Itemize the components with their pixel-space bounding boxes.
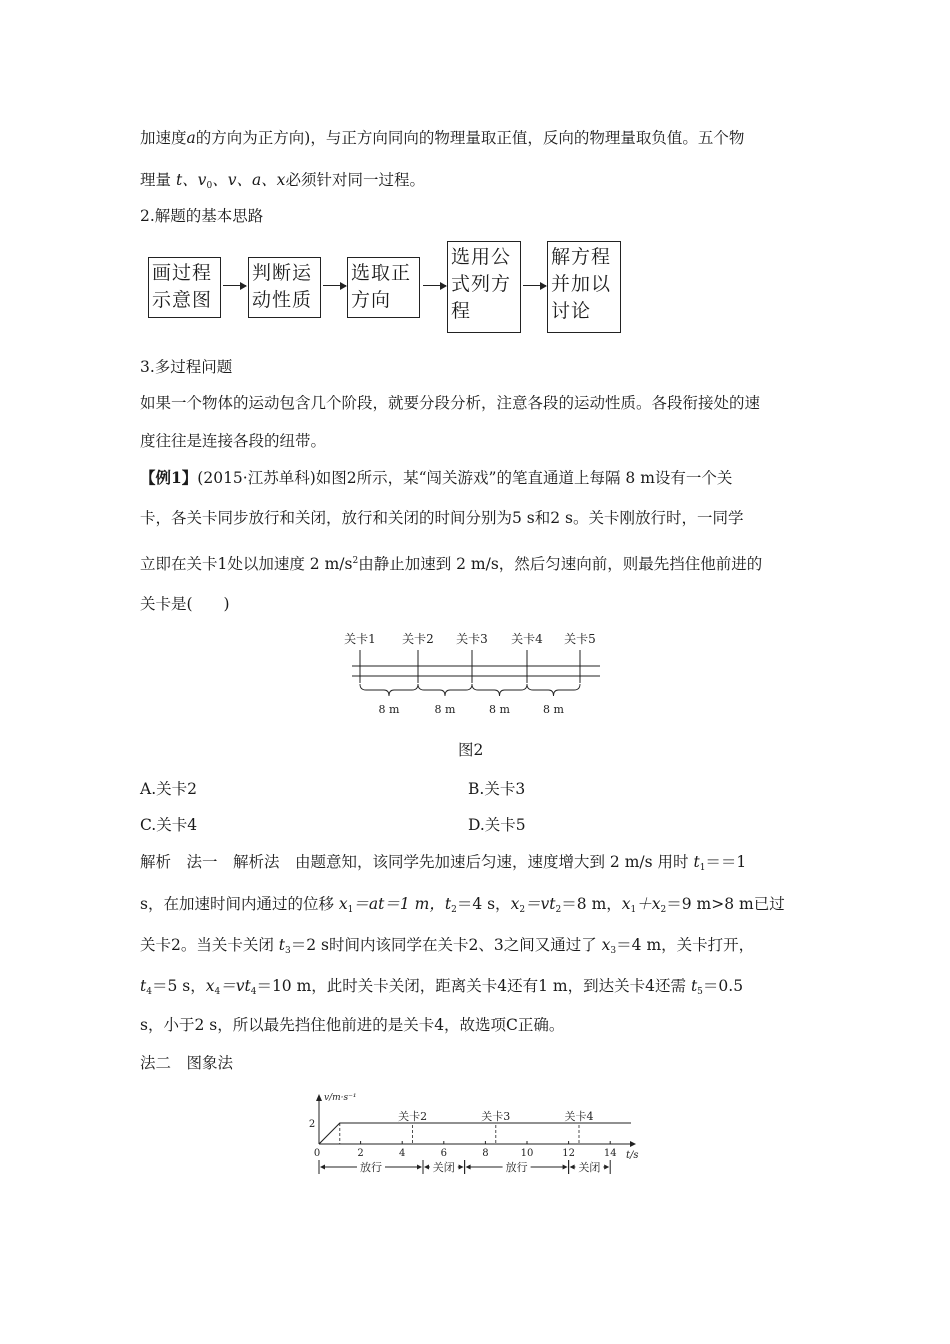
var: t [278, 936, 286, 954]
text: ＝2 s时间内该同学在关卡2、3之间又通过了 [290, 936, 602, 954]
var-a: a [186, 129, 196, 147]
flow-arrow [323, 285, 346, 286]
section3-body-1: 如果一个物体的运动包含几个阶段，就要分段分析，注意各段的运动性质。各段衔接处的速 [140, 394, 761, 412]
phase-label: 关闭 [578, 1161, 601, 1174]
sup: 2 [352, 556, 359, 566]
text: 由静止加速到 2 m/s，然后匀速向前，则最先挡住他前进的 [358, 555, 763, 573]
step-line: 选用公 [451, 246, 512, 268]
var: x [338, 895, 348, 913]
var: x [621, 895, 631, 913]
var: t [444, 895, 452, 913]
flow-arrow [523, 285, 546, 286]
step-line: 动性质 [252, 289, 313, 311]
phase-label: 放行 [360, 1161, 382, 1174]
flow-step-5 [547, 241, 621, 333]
x-tick-label: 6 [440, 1148, 447, 1159]
example-line-2: 卡，各关卡同步放行和关闭，放行和关闭的时间分别为5 s和2 s。关卡刚放行时，一同学 [140, 509, 744, 527]
text: 解析 法一 解析法 由题意知，该同学先加速后匀速，速度增大到 2 m/s 用时 [140, 853, 694, 871]
text: 关卡2。当关卡关闭 [140, 936, 279, 954]
section3-body-2: 度往往是连接各段的纽带。 [140, 432, 327, 450]
text: ＝4 m，关卡打开， [616, 936, 755, 954]
text: ＝＝1 [705, 853, 747, 871]
text: ＝at＝1 m， [353, 895, 445, 913]
text: ＝9 m>8 m已过 [666, 895, 785, 913]
method2-title: 法二 图象法 [140, 1054, 234, 1072]
var: t [693, 853, 700, 871]
step-line: 方向 [351, 289, 392, 311]
text: ＋x [636, 895, 661, 913]
sub: 0 [206, 181, 213, 191]
text: ＝vt [525, 895, 556, 913]
sub: 4 [250, 987, 257, 997]
solution-line-1 [140, 852, 746, 878]
phase-arrow-left [466, 1165, 471, 1170]
option-c: C.关卡4 [140, 816, 198, 834]
y-tick-label: 2 [308, 1119, 316, 1130]
x-tick-label: 2 [357, 1148, 364, 1159]
var: t [140, 977, 147, 995]
y-axis-arrow [316, 1094, 322, 1101]
intro-line-1 [140, 128, 744, 148]
flow-step-2 [248, 257, 321, 318]
x-tick-label: 8 [482, 1148, 489, 1159]
section3-title: 3.多过程问题 [140, 358, 233, 376]
sub: 5 [697, 987, 703, 997]
x-tick-label: 12 [562, 1148, 575, 1159]
text: s，在加速时间内通过的位移 [140, 895, 339, 913]
gap-label: 8 m [434, 703, 456, 716]
x-axis-label: t/s [626, 1150, 639, 1161]
flow-arrow [223, 285, 246, 286]
step-line: 并加以 [551, 273, 612, 295]
y-axis-label: v/m·s⁻¹ [324, 1093, 357, 1103]
section2-title: 2.解题的基本思路 [140, 207, 264, 225]
gate-label: 关卡2 [398, 1110, 428, 1123]
gap-brace [418, 684, 472, 696]
vars: 、v、a、x [212, 171, 286, 189]
fig2-group [344, 631, 600, 716]
gap-brace [472, 684, 527, 696]
gap-brace [360, 684, 418, 696]
example-line-3 [140, 551, 762, 574]
var: x [205, 977, 215, 995]
gate-label: 关卡2 [402, 632, 434, 646]
text: ＝10 m，此时关卡关闭，距离关卡4还有1 m，到达关卡4还需 [256, 977, 691, 995]
intro-line-2 [140, 170, 425, 196]
gate-label: 关卡1 [344, 632, 376, 646]
sub: 2 [555, 905, 562, 915]
sub: 2 [451, 905, 457, 915]
gate-label: 关卡4 [564, 1110, 594, 1123]
vt-group [309, 1093, 639, 1174]
gap-label: 8 m [489, 703, 510, 716]
var: x [601, 936, 611, 954]
gate-label: 关卡3 [456, 632, 488, 646]
phase-label: 放行 [505, 1161, 528, 1174]
figure-caption: 图2 [458, 741, 484, 759]
step-line: 画过程 [152, 262, 213, 284]
var: t [690, 977, 698, 995]
x-tick-label: 4 [399, 1148, 406, 1159]
option-a: A.关卡2 [140, 780, 197, 798]
step-line: 解方程 [551, 246, 612, 268]
x-tick-label: 10 [520, 1148, 534, 1159]
x-tick-label: 0 [313, 1148, 321, 1159]
flow-step-1 [148, 257, 221, 318]
example-line-4: 关卡是( ) [140, 595, 230, 613]
text: (2015·江苏单科)如图2所示，某“闯关游戏”的笔直通道上每隔 8 m设有一个关 [197, 469, 733, 487]
solution-line-4 [140, 976, 743, 1002]
step-line: 选取正 [351, 262, 412, 284]
vars: t、v [175, 171, 207, 189]
sub: 2 [660, 905, 667, 915]
text: ＝8 m， [561, 895, 622, 913]
vt-graph [300, 1088, 645, 1188]
flow-step-3 [347, 257, 420, 318]
sub: 1 [347, 905, 354, 915]
phase-arrow-left [424, 1165, 429, 1170]
option-d: D.关卡5 [468, 816, 526, 834]
text: 理量 [140, 171, 172, 189]
solution-line-2 [140, 894, 785, 920]
text: 加速度 [140, 129, 187, 147]
sub: 4 [214, 987, 221, 997]
phase-label: 关闭 [432, 1161, 455, 1174]
gap-label: 8 m [543, 703, 564, 716]
gate-label: 关卡3 [481, 1110, 511, 1123]
sub: 3 [610, 946, 617, 956]
step-line: 讨论 [551, 300, 592, 322]
text: 的方向为正方向)，与正方向同向的物理量取正值，反向的物理量取负值。五个物 [195, 129, 745, 147]
gate-label: 关卡4 [511, 632, 543, 646]
example-line-1 [140, 468, 732, 488]
sub: 1 [630, 905, 637, 915]
text: ＝4 s， [456, 895, 511, 913]
text: 立即在关卡1处以加速度 2 m/s [140, 555, 353, 573]
solution-line-3 [140, 935, 754, 961]
gap-label: 8 m [378, 703, 400, 716]
sub: 3 [285, 946, 291, 956]
var: x [510, 895, 520, 913]
phase-arrow-right [604, 1165, 609, 1170]
step-line: 判断运 [252, 262, 313, 284]
velocity-line [319, 1123, 631, 1144]
x-tick-label: 14 [603, 1148, 617, 1159]
text: ＝5 s， [151, 977, 206, 995]
phase-arrow-right [417, 1165, 422, 1170]
text: 必须针对同一过程。 [285, 171, 425, 189]
figure-2 [340, 626, 610, 726]
option-b: B.关卡3 [468, 780, 526, 798]
phase-arrow-right [563, 1165, 568, 1170]
flow-arrow [423, 285, 446, 286]
phase-arrow-left [320, 1165, 325, 1170]
step-line: 示意图 [152, 289, 213, 311]
text: ＝0.5 [702, 977, 744, 995]
sub: 4 [146, 987, 152, 997]
flow-step-4 [447, 241, 521, 333]
example-label: 【例1】 [140, 468, 198, 487]
gap-brace [527, 684, 580, 696]
phase-arrow-left [570, 1165, 575, 1170]
x-axis-arrow [630, 1141, 636, 1147]
solution-line-5: s，小于2 s，所以最先挡住他前进的是关卡4，故选项C正确。 [140, 1016, 565, 1034]
sub: 1 [699, 863, 706, 873]
step-line: 程 [451, 300, 472, 322]
text: ＝vt [220, 977, 251, 995]
gate-label: 关卡5 [564, 632, 596, 646]
step-line: 式列方 [451, 273, 512, 295]
phase-arrow-right [459, 1165, 464, 1170]
sub: 2 [519, 905, 526, 915]
